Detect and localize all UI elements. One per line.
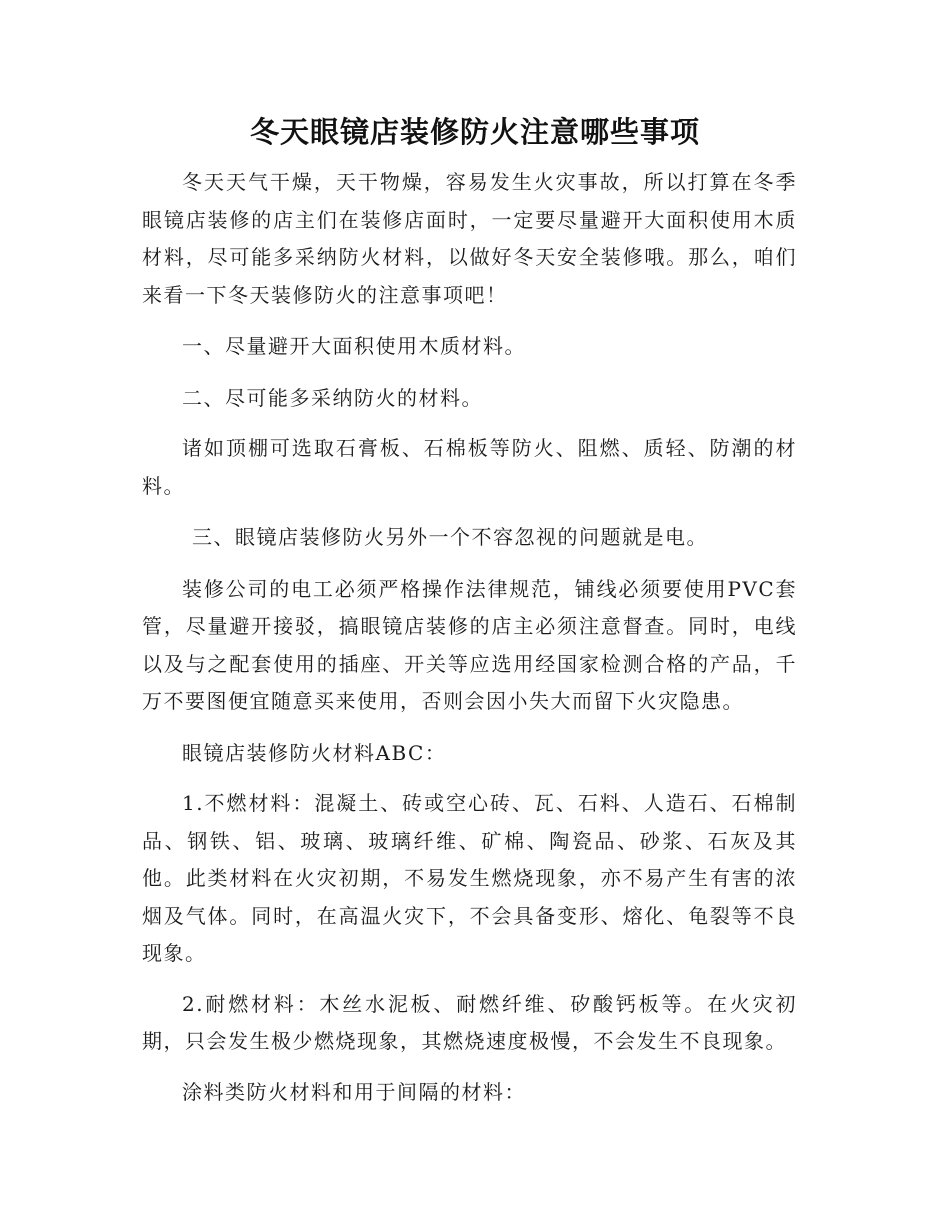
document-body [142, 164, 797, 1111]
paragraph-materials-heading: 眼镜店装修防火材料ABC： [182, 740, 447, 765]
document-title: 冬天眼镜店装修防火注意哪些事项 [249, 115, 700, 149]
paragraph-noncombustible: 1.不燃材料：混凝土、砖或空心砖、瓦、石料、人造石、石棉制品、钢铁、铝、玻璃、玻璃纤维、矿棉、陶瓷品、砂浆、石灰及其他。此类材料在火灾初期，不易发生燃烧现象，亦不易产生有害的浓烟及气体。同时，在高温火灾下，不会具备变形、熔化、龟裂等不良现象。 [142, 791, 797, 965]
paragraph-fire-resistant: 2.耐燃材料：木丝水泥板、耐燃纤维、矽酸钙板等。在火灾初期，只会发生极少燃烧现象，其燃烧速度极慢，不会发生不良现象。 [142, 991, 797, 1053]
paragraph-electrical: 装修公司的电工必须严格操作法律规范，铺线必须要使用PVC套管，尽量避开接驳，搞眼镜店装修的店主必须注意督查。同时，电线以及与之配套使用的插座、开关等应选用经国家检测合格的产品，千万不要图便宜随意买来使用，否则会因小失大而留下火灾隐患。 [142, 576, 797, 713]
paragraph-ceiling-materials: 诸如顶棚可选取石膏板、石棉板等防火、阻燃、质轻、防潮的材料。 [142, 436, 797, 498]
paragraph-intro: 冬天天气干燥，天干物燥，容易发生火灾事故，所以打算在冬季眼镜店装修的店主们在装修店面时，一定要尽量避开大面积使用木质材料，尽可能多采纳防火材料，以做好冬天安全装修哦。那么，咱们来看一下冬天装修防火的注意事项吧！ [142, 170, 797, 307]
paragraph-point-1: 一、尽量避开大面积使用木质材料。 [182, 334, 526, 358]
paragraph-coating-materials: 涂料类防火材料和用于间隔的材料： [182, 1079, 526, 1104]
paragraph-point-2: 二、尽可能多采纳防火的材料。 [182, 385, 483, 410]
paragraph-point-3: 三、眼镜店装修防火另外一个不容忽视的问题就是电。 [192, 525, 708, 549]
